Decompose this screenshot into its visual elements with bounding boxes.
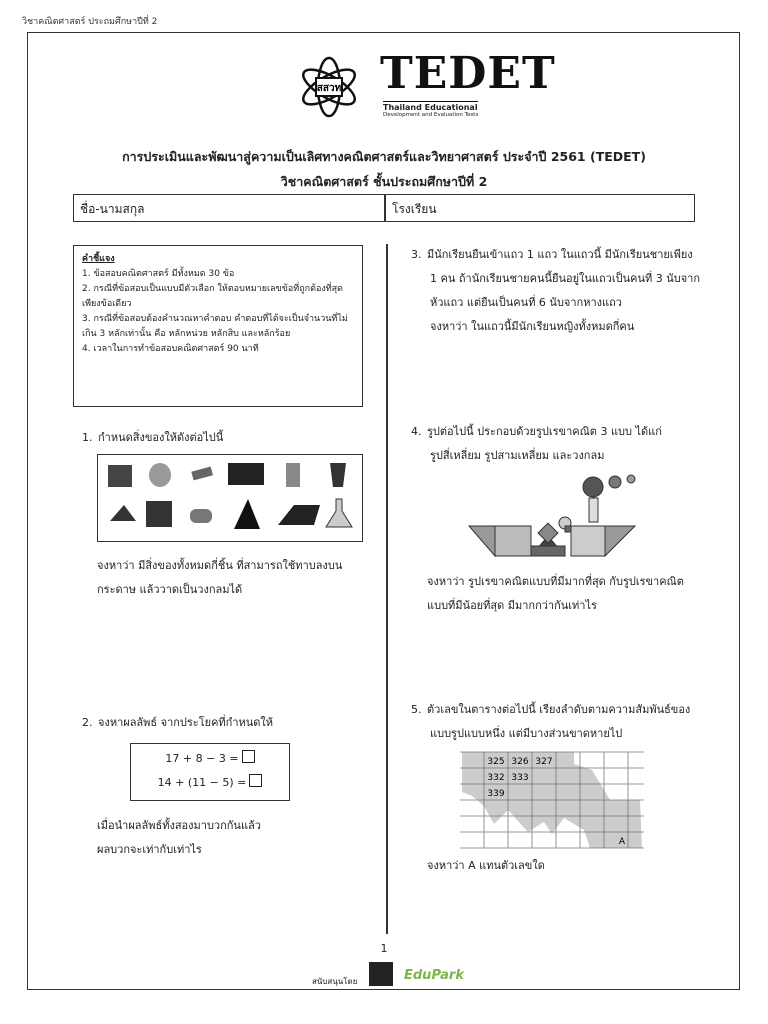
question-prompt-line: จงหาว่า มีสิ่งของทั้งหมดกี่ชิ้น ที่สามารถใช้ทาบลงบน <box>97 559 343 572</box>
question-number: 4. <box>411 425 422 438</box>
answer-square-icon <box>242 750 255 763</box>
ipst-logo <box>298 56 360 118</box>
boat-shapes-figure <box>465 470 640 564</box>
grid-cell: 327 <box>535 757 553 767</box>
name-label: ชื่อ-นามสกุล <box>80 202 145 216</box>
tape-roll-icon <box>190 509 212 523</box>
instructions-title: คำชี้แจง <box>82 254 115 264</box>
instruction-item-4: 4. เวลาในการทำข้อสอบคณิตศาสตร์ 90 นาที <box>82 344 259 354</box>
rubik-cube-icon <box>146 501 172 527</box>
number-grid-figure <box>460 748 644 856</box>
dice-icon <box>108 465 132 487</box>
gift-box-icon <box>228 463 264 485</box>
question-4 <box>411 420 662 468</box>
question-3 <box>411 243 700 339</box>
question-text: 1 คน ถ้านักเรียนชายคนนี้ยืนอยู่ในแถวเป็นคนที่ 3 นับจาก <box>430 272 701 285</box>
question-number: 5. <box>411 703 422 716</box>
school-label: โรงเรียน <box>392 202 437 216</box>
exam-title: การประเมินและพัฒนาสู่ความเป็นเลิศทางคณิตศาสตร์และวิทยาศาสตร์ ประจำปี 2561 (TEDET) <box>122 149 646 164</box>
question-2-prompt <box>97 814 261 862</box>
equation-text: 17 + 8 − 3 = <box>165 752 239 765</box>
instruction-item-3: 3. กรณีที่ข้อสอบต้องคำนวณหาคำตอบ คำตอบที่ได้จะเป็นจำนวนที่ไม่เกิน 3 หลักเท่านั้น คือ หลักหน่วย หลักสิบ และหลักร้อย <box>82 314 348 339</box>
grid-cell: 325 <box>487 757 505 767</box>
objects-image <box>97 454 363 542</box>
question-prompt-line: กระดาษ แล้ววาดเป็นวงกลมได้ <box>97 583 243 596</box>
question-1-prompt <box>97 554 342 602</box>
question-prompt-line: แบบที่มีน้อยที่สุด มีมากกว่ากันเท่าไร <box>427 599 597 612</box>
pyramid-icon <box>110 505 136 521</box>
school-field[interactable] <box>385 194 695 222</box>
eraser-icon <box>191 467 213 481</box>
question-number: 2. <box>82 716 93 729</box>
bucket-icon <box>330 463 346 487</box>
grid-cell: 333 <box>511 773 529 783</box>
name-field[interactable] <box>73 194 385 222</box>
equation-text: 14 + (11 − 5) = <box>157 776 247 789</box>
can-icon <box>286 463 300 487</box>
cylinder-icon <box>149 463 171 487</box>
sponsor-logo-dark-icon <box>369 962 393 986</box>
grid-cell: 326 <box>511 757 529 767</box>
question-text: รูปสี่เหลี่ยม รูปสามเหลี่ยม และวงกลม <box>430 449 605 462</box>
question-text: รูปต่อไปนี้ ประกอบด้วยรูปเรขาคณิต 3 แบบ ได้แก่ <box>427 425 662 438</box>
question-2 <box>82 711 273 735</box>
grid-cell: 339 <box>487 789 505 799</box>
question-5-prompt: จงหาว่า A แทนตัวเลขใด <box>427 859 545 872</box>
edupark-logo: EduPark <box>404 968 464 983</box>
triangular-prism-icon <box>278 505 320 525</box>
answer-square-icon <box>249 774 262 787</box>
grid-cell-unknown: A <box>618 837 626 847</box>
equation-1 <box>131 747 289 771</box>
question-text: หัวแถว แต่ยืนเป็นคนที่ 6 นับจากหางแถว <box>430 296 622 309</box>
page-number: 1 <box>380 942 388 955</box>
column-divider <box>386 244 388 934</box>
question-text: แบบรูปแบบหนึ่ง แต่มีบางส่วนขาดหายไป <box>430 727 623 740</box>
instructions-box <box>73 245 363 407</box>
question-text: จงหาผลลัพธ์ จากประโยคที่กำหนดให้ <box>98 716 274 729</box>
sswt-text: สสวท <box>316 83 342 94</box>
question-number: 3. <box>411 248 422 261</box>
question-4-prompt <box>427 570 684 618</box>
cone-icon <box>234 499 260 529</box>
question-prompt-line: จงหาว่า รูปเรขาคณิตแบบที่มีมากที่สุด กับรูปเรขาคณิต <box>427 575 684 588</box>
running-header: วิชาคณิตศาสตร์ ประถมศึกษาปีที่ 2 <box>22 17 158 27</box>
question-text: กำหนดสิ่งของให้ดังต่อไปนี้ <box>98 431 224 444</box>
tedet-logo-text: TEDET <box>380 48 556 99</box>
question-prompt-line: เมื่อนำผลลัพธ์ทั้งสองมาบวกกันแล้ว <box>97 819 261 832</box>
equations-box <box>130 743 290 801</box>
question-text: ตัวเลขในตารางต่อไปนี้ เรียงลำดับตามความสัมพันธ์ของ <box>427 703 691 716</box>
question-number: 1. <box>82 431 93 444</box>
equation-2 <box>131 771 289 795</box>
flask-icon <box>326 499 352 527</box>
grid-cell: 332 <box>487 773 505 783</box>
exam-subtitle: วิชาคณิตศาสตร์ ชั้นประถมศึกษาปีที่ 2 <box>280 174 488 189</box>
question-prompt-line: ผลบวกจะเท่ากับเท่าไร <box>97 843 202 856</box>
sponsor-label: สนับสนุนโดย <box>312 977 358 986</box>
instruction-item-2: 2. กรณีที่ข้อสอบเป็นแบบมีตัวเลือก ให้ตอบหมายเลขข้อที่ถูกต้องที่สุดเพียงข้อเดียว <box>82 284 344 309</box>
question-1 <box>82 426 223 450</box>
question-5 <box>411 698 690 746</box>
tedet-subtitle-small: Development and Evaluation Tests <box>383 112 479 118</box>
tedet-subtitle: Thailand Educational <box>383 103 478 112</box>
question-text: มีนักเรียนยืนเข้าแถว 1 แถว ในแถวนี้ มีนักเรียนชายเพียง <box>427 248 693 261</box>
instruction-item-1: 1. ข้อสอบคณิตศาสตร์ มีทั้งหมด 30 ข้อ <box>82 269 235 279</box>
question-prompt-line: จงหาว่า ในแถวนี้มีนักเรียนหญิงทั้งหมดกี่คน <box>430 320 635 333</box>
